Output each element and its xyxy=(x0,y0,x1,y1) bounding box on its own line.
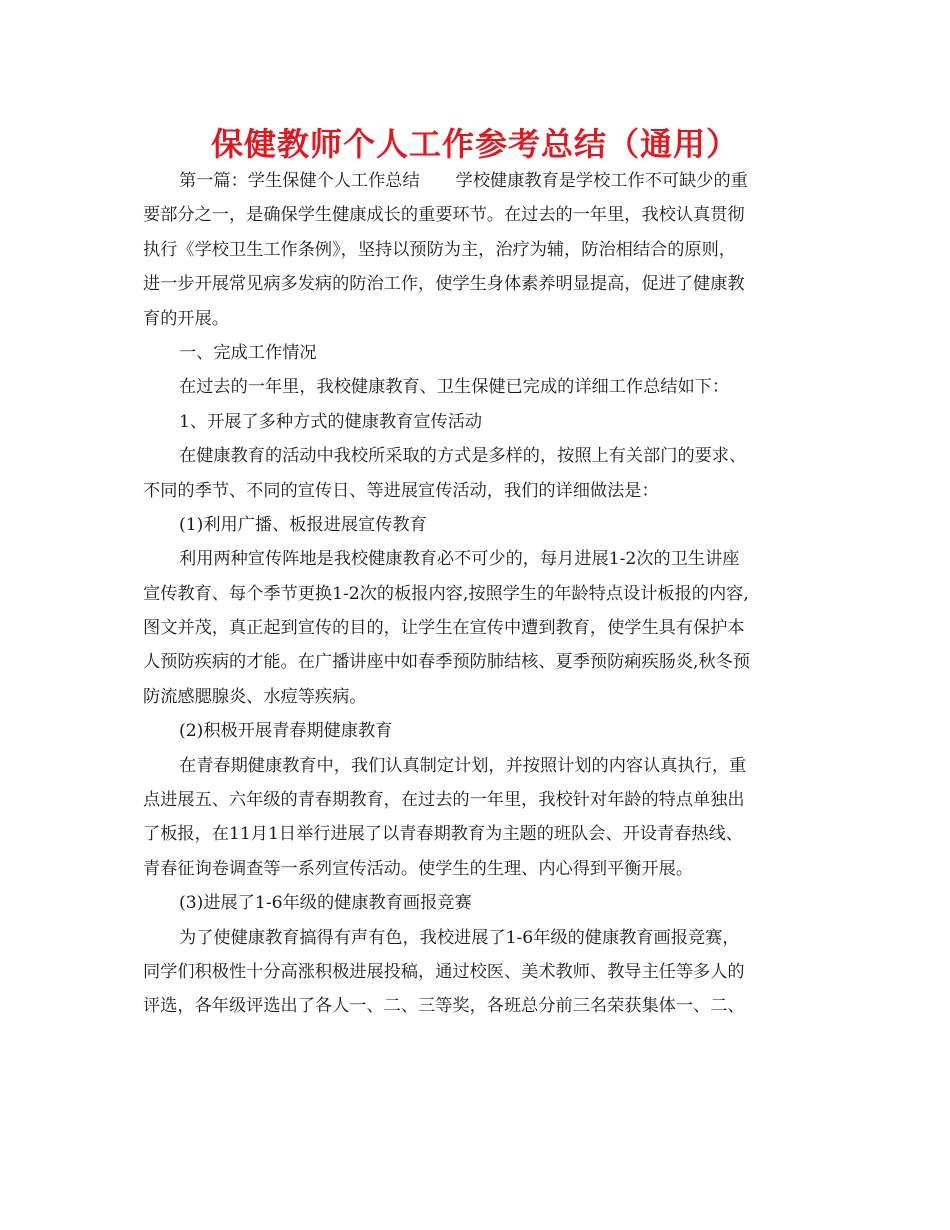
document-title: 保健教师个人工作参考总结（通用） xyxy=(210,125,739,163)
section-heading-text: 第一篇：学生保健个人工作总结 xyxy=(179,171,420,191)
paragraph-line: 评选，各年级评选出了各人一、二、三等奖，各班总分前三名荣获集体一、二、 xyxy=(143,996,745,1017)
paragraph-line: 防流感腮腺炎、水痘等疾病。 xyxy=(143,686,367,707)
paragraph-line: 在健康教育的活动中我校所采取的方式是多样的，按照上有关部门的要求、 xyxy=(179,446,747,467)
paragraph-line: 同学们积极性十分高涨积极进展投稿，通过校医、美术教师、教导主任等多人的 xyxy=(143,961,745,982)
paragraph-line: 了板报，在11月1日举行进展了以青春期教育为主题的班队会、开设青春热线、 xyxy=(143,824,743,845)
paragraph-line: 不同的季节、不同的宣传日、等进展宣传活动，我们的详细做法是： xyxy=(143,480,659,501)
subsection-heading: (1)利用广播、板报进展宣传教育 xyxy=(179,514,427,535)
paragraph-line: 人预防疾病的才能。在广播讲座中如春季预防肺结核、夏季预防痢疾肠炎,秋冬预 xyxy=(143,652,751,673)
paragraph-line: 进一步开展常见病多发病的防治工作，使学生身体素养明显提高，促进了健康教 xyxy=(143,274,745,295)
subsection-heading: 1、开展了多种方式的健康教育宣传活动 xyxy=(179,411,483,432)
paragraph-line: 为了使健康教育搞得有声有色，我校进展了1-6年级的健康教育画报竞赛， xyxy=(179,927,740,948)
paragraph-text: 学校健康教育是学校工作不可缺少的重 xyxy=(455,171,748,191)
paragraph-line: 育的开展。 xyxy=(143,308,229,329)
paragraph-line xyxy=(143,164,823,198)
paragraph-line: 执行《学校卫生工作条例》，坚持以预防为主，治疗为辅，防治相结合的原则， xyxy=(143,239,736,260)
section-heading: 一、完成工作情况 xyxy=(179,342,317,363)
document-body xyxy=(143,164,823,1024)
paragraph-line: 图文并茂，真正起到宣传的目的，让学生在宣传中遭到教育，使学生具有保护本 xyxy=(143,618,745,639)
subsection-heading: (3)进展了1-6年级的健康教育画报竞赛 xyxy=(179,893,472,914)
paragraph-line: 青春征询卷调查等一系列宣传活动。使学生的生理、内心得到平衡开展。 xyxy=(143,858,694,879)
paragraph-line: 点进展五、六年级的青春期教育，在过去的一年里，我校针对年龄的特点单独出 xyxy=(143,790,745,811)
paragraph-line: 在过去的一年里，我校健康教育、卫生保健已完成的详细工作总结如下： xyxy=(179,377,730,398)
paragraph-line: 在青春期健康教育中，我们认真制定计划，并按照计划的内容认真执行，重 xyxy=(179,755,747,776)
subsection-heading: (2)积极开展青春期健康教育 xyxy=(179,721,393,742)
paragraph-line: 宣传教育、每个季节更换1-2次的板报内容,按照学生的年龄特点设计板报的内容, xyxy=(143,583,749,604)
paragraph-line: 利用两种宣传阵地是我校健康教育必不可少的，每月进展1-2次的卫生讲座 xyxy=(179,549,740,570)
paragraph-line: 要部分之一，是确保学生健康成长的重要环节。在过去的一年里，我校认真贯彻 xyxy=(143,205,745,226)
